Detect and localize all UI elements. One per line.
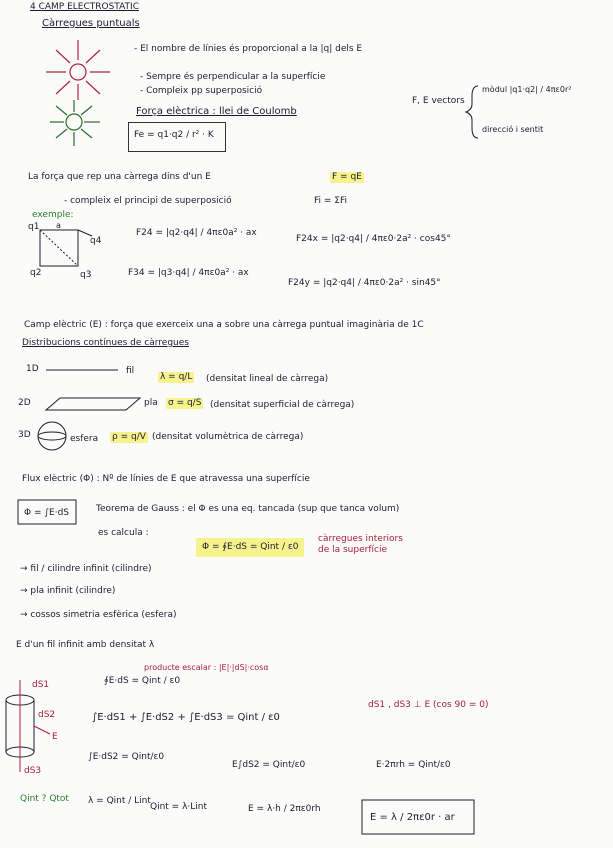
charge-q2: q2 [30,268,42,278]
sum-formula: ∫E·dS1 + ∫E·dS2 + ∫E·dS3 = Qint / ε0 [92,712,280,723]
f24-formula: F24 = |q2·q4| / 4πε0a² · ax [136,228,257,238]
field-definition: Camp elèctric (E) : força que exerceix una a sobre una càrrega puntual imaginària de 1C [24,320,424,330]
force-formula: F = qE [332,172,362,182]
lambda-definition: λ = Qint / Lint [88,796,151,806]
e-intermediate: E = λ·h / 2πε0rh [248,804,321,814]
page-title: 4 CAMP ELECTROSTATIC [30,2,139,12]
bullet-perpendicular: - Sempre és perpendicular a la superfície [140,72,326,82]
charge-q4: q4 [90,236,102,246]
perpendicular-note: dS1 , dS3 ⊥ E (cos 90 = 0) [368,700,489,710]
dist-2d-tag: 2D [18,398,31,408]
coulomb-formula: Fe = q1·q2 / r² · K [134,130,214,140]
wire-gauss: ∮E·dS = Qint / ε0 [104,676,181,686]
wire-heading: E d'un fil infinit amb densitat λ [16,640,155,650]
step-1: ∫E·dS2 = Qint/ε0 [88,752,165,762]
dist-3d-name: esfera [70,434,99,444]
example-label: exemple: [32,210,74,220]
f24y-formula: F24y = |q2·q4| / 4πε0·2a² · sin45° [288,278,441,288]
qint-definition: Qint = λ·Lint [150,802,208,812]
dist-3d-desc: (densitat volumètrica de càrrega) [152,432,304,442]
f34-formula: F34 = |q3·q4| / 4πε0a² · ax [128,268,249,278]
force-text: La força que rep una càrrega dins d'un E [28,172,211,182]
superposition-text: - compleix el principi de superposició [64,196,232,206]
dist-3d-formula: ρ = q/V [112,432,146,442]
gauss-formula: Φ = ∮E·dS = Qint / ε0 [196,538,304,557]
dist-2d-desc: (densitat superficial de càrrega) [210,400,355,410]
gauss-cylinder-diagram [6,680,50,772]
e-label: E [52,732,58,742]
dot-product-note: producte escalar : |E|·|dS|·cosα [144,663,269,672]
dist-1d-name: fil [126,366,135,376]
charge-q3: q3 [80,270,92,280]
case-sphere: → cossos simetria esfèrica (esfera) [20,610,177,620]
force-sum: Fi = ΣFi [314,196,347,206]
calc-label: es calcula : [98,528,149,538]
step-3: E·2πrh = Qint/ε0 [376,760,451,770]
step-2: E∫dS2 = Qint/ε0 [232,760,306,770]
dist-1d-formula: λ = q/L [160,372,193,382]
qint-question: Qint ? Qtot [20,794,69,804]
vectors-label: F, E vectors [412,96,465,106]
final-result: E = λ / 2πε0r · ar [370,812,455,823]
modulus-label: mòdul |q1·q2| / 4πε0r² [482,85,572,94]
positive-charge-icon [46,40,110,100]
direction-label: direcció i sentit [482,125,544,134]
charge-q1: q1 [28,222,40,232]
f24x-formula: F24x = |q2·q4| / 4πε0·2a² · cos45° [296,234,451,244]
dist-3d-tag: 3D [18,430,31,440]
ds3-label: dS3 [24,766,42,776]
section-heading: Càrregues puntuals [42,18,140,29]
charge-square-diagram [40,230,92,266]
charge-note: càrregues interiors de la superfície [318,534,403,555]
side-label: a [56,221,61,230]
gauss-theorem: Teorema de Gauss : el Φ es una eq. tancada (sup que tanca volum) [96,504,400,514]
ds2-label: dS2 [38,710,56,720]
dist-2d-name: pla [144,398,158,408]
coulomb-heading: Força elèctrica : llei de Coulomb [136,106,297,117]
case-wire: → fil / cilindre infinit (cilindre) [20,564,152,574]
flux-definition: Flux elèctric (Φ) : Nº de línies de E que atravessa una superfície [22,474,310,484]
case-plane: → pla infinit (cilindre) [20,586,116,596]
dist-1d-desc: (densitat lineal de càrrega) [206,374,329,384]
dist-2d-formula: σ = q/S [168,398,202,408]
dist-1d-tag: 1D [26,364,39,374]
bullet-lines: - El nombre de línies és proporcional a la |q| dels E [134,44,363,54]
plane-sketch [46,398,140,410]
bullet-superposition: - Compleix pp superposició [140,86,263,96]
sphere-sketch [38,422,66,450]
ds1-label: dS1 [32,680,50,690]
negative-charge-icon [50,100,100,146]
flux-formula: Φ = ∫E·dS [24,508,70,518]
distribution-heading: Distribucions contínues de càrregues [22,338,189,348]
